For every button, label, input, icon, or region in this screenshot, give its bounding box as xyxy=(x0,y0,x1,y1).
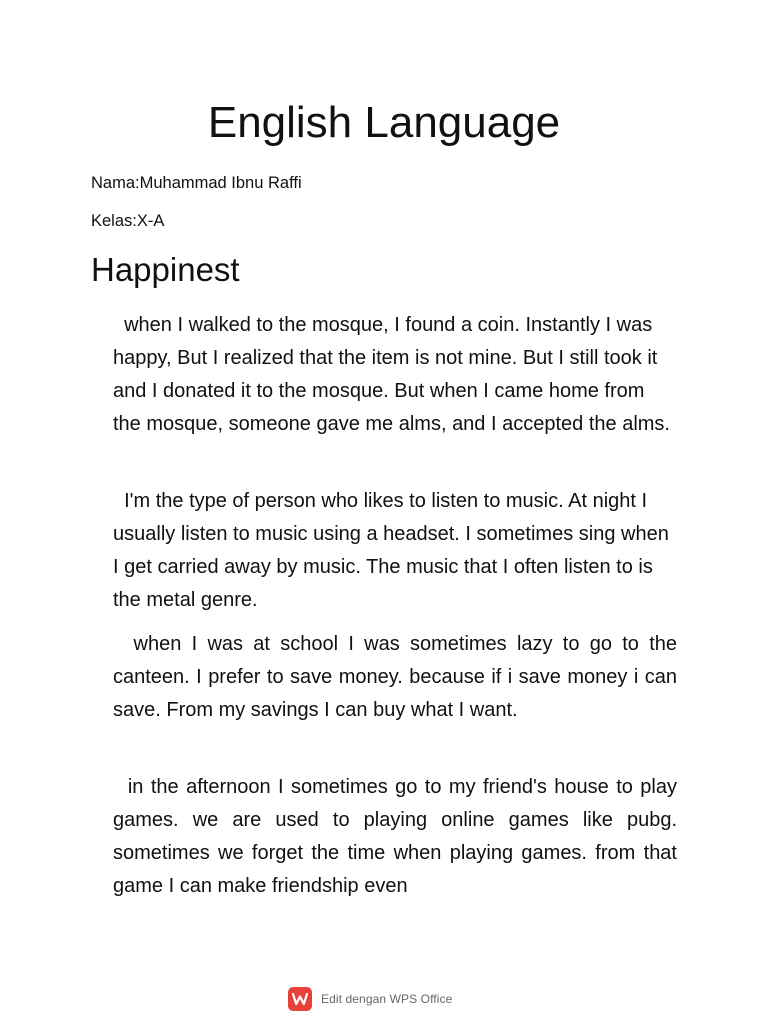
student-class: Kelas:X-A xyxy=(91,212,165,230)
wps-w-glyph xyxy=(292,992,308,1006)
wps-edit-label[interactable]: Edit dengan WPS Office xyxy=(321,992,453,1006)
paragraph-4: in the afternoon I sometimes go to my friend's house to play games. we are used to playing online games like pubg. sometimes we forget the time when playing games. from that game I can make friendship even xyxy=(113,776,677,897)
wps-office-icon xyxy=(288,987,312,1011)
wps-edit-badge[interactable] xyxy=(288,984,452,1014)
section-heading: Happinest xyxy=(91,251,240,288)
paragraph-2: I'm the type of person who likes to listen to music. At night I usually listen to music using a headset. I sometimes sing when I get carried away by music. The music that I often listen to is the metal genre. xyxy=(113,490,669,611)
student-name: Nama:Muhammad Ibnu Raffi xyxy=(91,174,302,192)
document-title: English Language xyxy=(207,98,561,147)
paragraph-3: when I was at school I was sometimes lazy to go to the canteen. I prefer to save money. because if i save money i can save. From my savings I can buy what I want. xyxy=(113,633,677,721)
paragraph-1: when I walked to the mosque, I found a coin. Instantly I was happy, But I realized that the item is not mine. But I still took it and I donated it to the mosque. But when I came home from the mosque, someone gave me alms, and I accepted the alms. xyxy=(113,314,670,435)
